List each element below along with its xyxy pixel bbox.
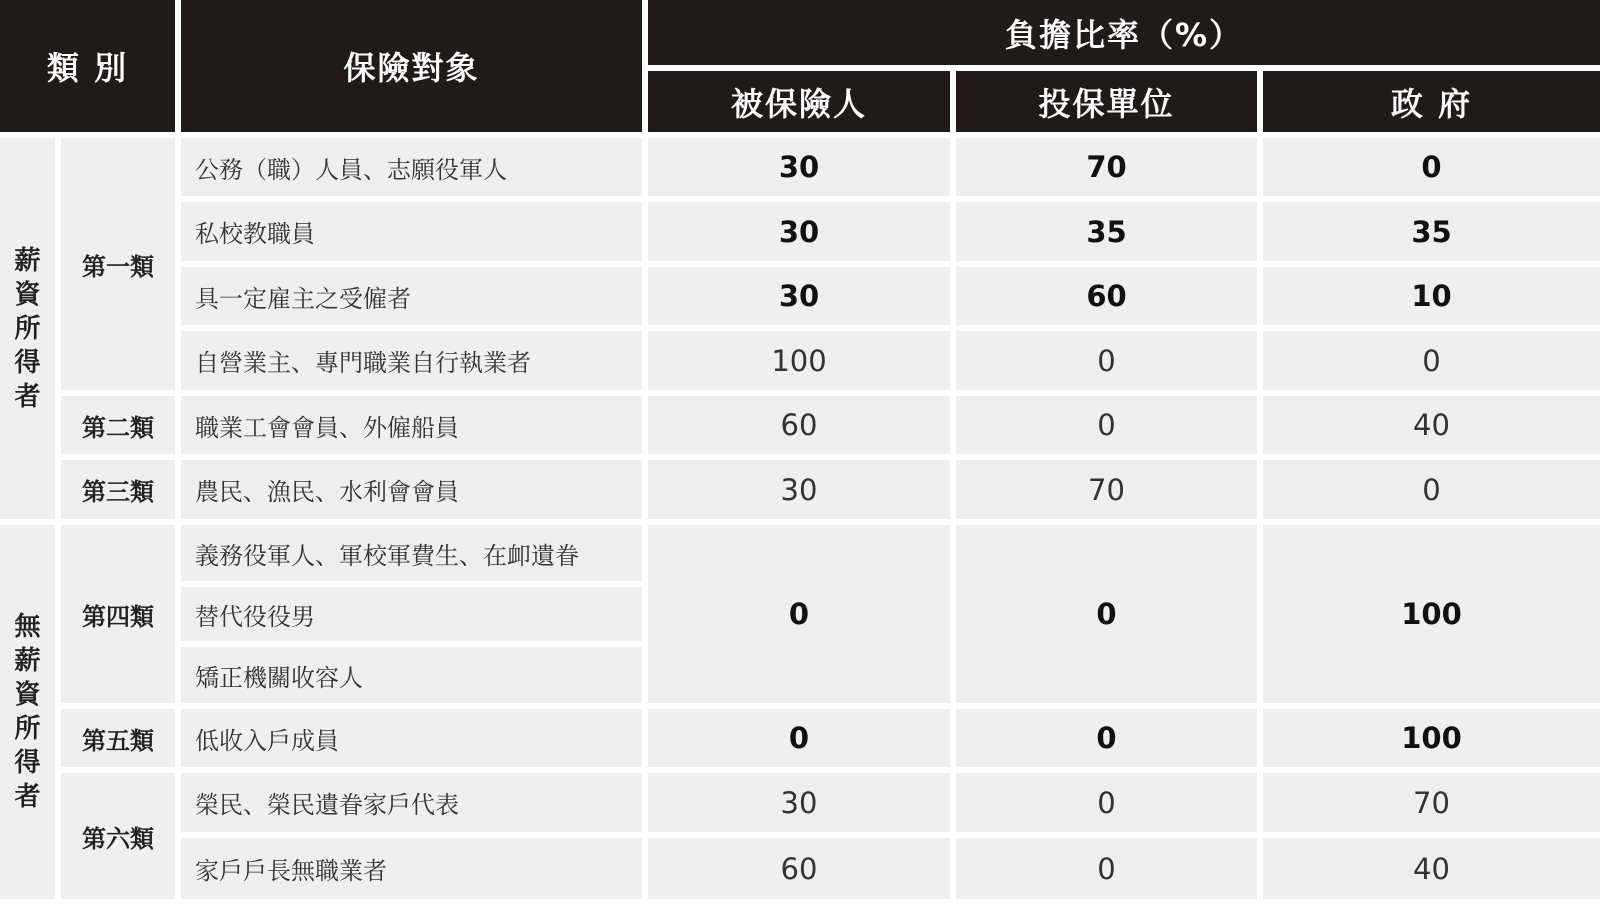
header-target: 保險對象	[181, 0, 642, 132]
category-4: 第四類	[61, 525, 175, 703]
employer-cell: 0	[956, 331, 1257, 390]
employer-cell: 70	[956, 460, 1257, 519]
employer-cell: 0	[956, 525, 1257, 703]
header-category: 類 別	[0, 0, 175, 132]
government-cell: 70	[1263, 773, 1600, 832]
employer-cell: 0	[956, 709, 1257, 767]
government-cell: 0	[1263, 460, 1600, 519]
target-cell: 自營業主、專門職業自行執業者	[181, 331, 642, 390]
target-cell: 榮民、榮民遺眷家戶代表	[181, 773, 642, 832]
group-salaried	[0, 138, 55, 519]
header-government: 政 府	[1263, 71, 1600, 132]
insured-cell: 30	[648, 773, 950, 832]
group-non-salaried-label: 無薪資所得者	[14, 612, 41, 812]
employer-cell: 0	[956, 773, 1257, 832]
government-cell: 0	[1263, 331, 1600, 390]
group-salaried-label: 薪資所得者	[14, 245, 41, 412]
target-cell: 低收入戶成員	[181, 709, 642, 767]
insured-cell: 100	[648, 331, 950, 390]
employer-cell: 70	[956, 138, 1257, 196]
insured-cell: 30	[648, 138, 950, 196]
employer-cell: 0	[956, 396, 1257, 454]
insured-cell: 30	[648, 202, 950, 261]
insured-cell: 60	[648, 396, 950, 454]
insured-cell: 30	[648, 267, 950, 325]
government-cell: 0	[1263, 138, 1600, 196]
category-1: 第一類	[61, 138, 175, 390]
target-cell: 私校教職員	[181, 202, 642, 261]
government-cell: 40	[1263, 838, 1600, 899]
category-2: 第二類	[61, 396, 175, 454]
employer-cell: 60	[956, 267, 1257, 325]
government-cell: 40	[1263, 396, 1600, 454]
government-cell: 10	[1263, 267, 1600, 325]
target-cell: 公務（職）人員、志願役軍人	[181, 138, 642, 196]
target-cell: 義務役軍人、軍校軍費生、在卹遺眷	[181, 525, 642, 581]
category-6: 第六類	[61, 773, 175, 899]
category-5: 第五類	[61, 709, 175, 767]
category-3: 第三類	[61, 460, 175, 519]
header-employer: 投保單位	[956, 71, 1257, 132]
target-cell: 職業工會會員、外僱船員	[181, 396, 642, 454]
target-cell: 替代役役男	[181, 587, 642, 641]
government-cell: 100	[1263, 709, 1600, 767]
target-cell: 家戶戶長無職業者	[181, 838, 642, 899]
employer-cell: 35	[956, 202, 1257, 261]
header-ratio: 負擔比率（%）	[648, 0, 1600, 65]
insured-cell: 0	[648, 709, 950, 767]
header-insured: 被保險人	[648, 71, 950, 132]
group-non-salaried	[0, 525, 55, 899]
insured-cell: 60	[648, 838, 950, 899]
target-cell: 具一定雇主之受僱者	[181, 267, 642, 325]
government-cell: 100	[1263, 525, 1600, 703]
target-cell: 矯正機關收容人	[181, 647, 642, 703]
insured-cell: 30	[648, 460, 950, 519]
target-cell: 農民、漁民、水利會會員	[181, 460, 642, 519]
employer-cell: 0	[956, 838, 1257, 899]
insured-cell: 0	[648, 525, 950, 703]
government-cell: 35	[1263, 202, 1600, 261]
